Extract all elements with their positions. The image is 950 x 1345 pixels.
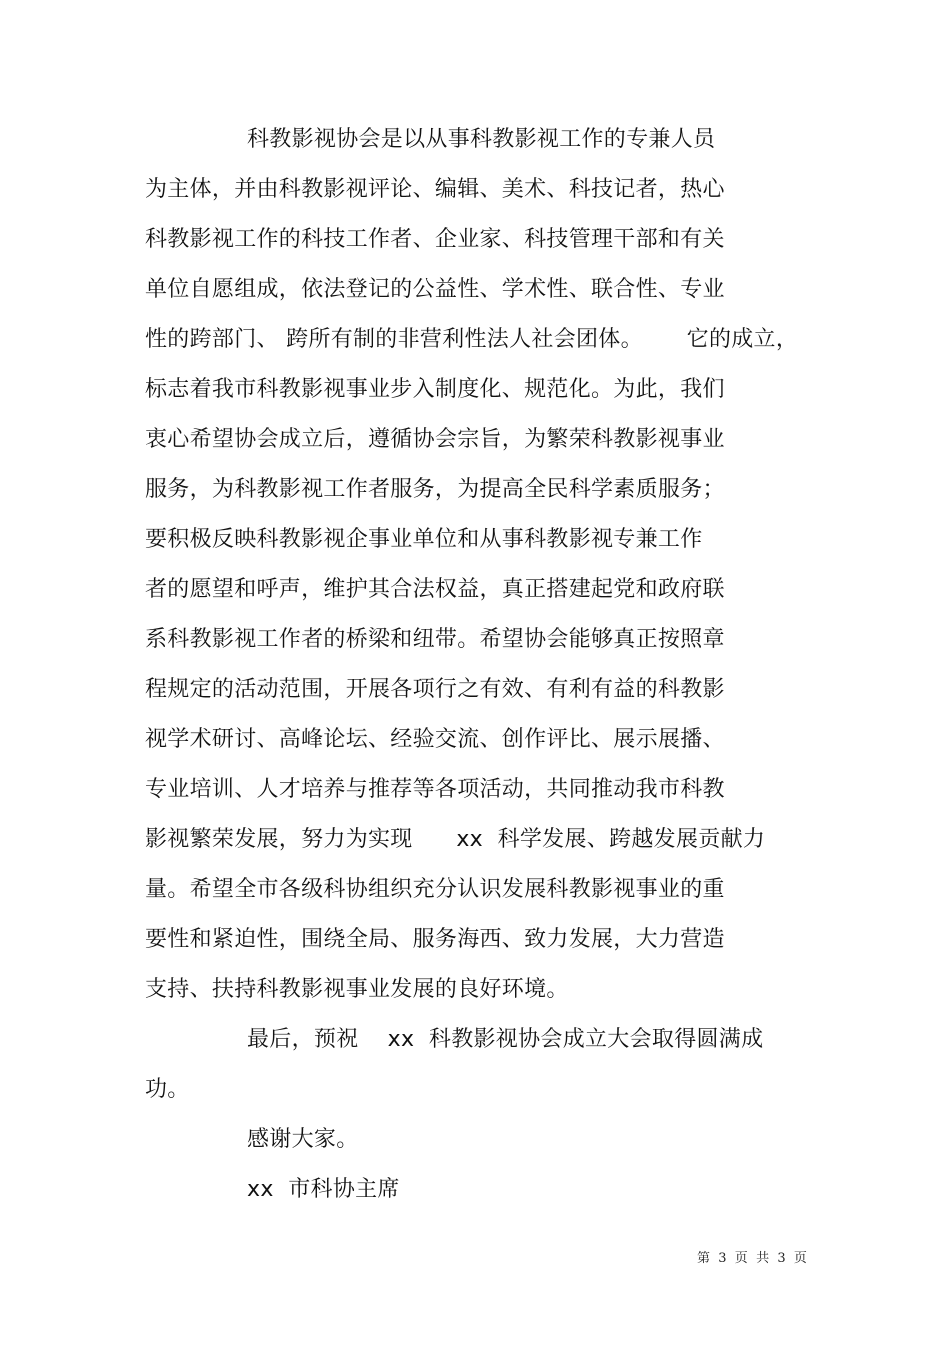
paragraph-line: 程规定的活动范围，开展各项行之有效、有利有益的科教影 [145,677,725,702]
paragraph-line: 功。 [145,1077,190,1102]
signature-line: xx 市科协主席 [247,1177,400,1202]
paragraph-line: 衷心希望协会成立后，遵循协会宗旨，为繁荣科教影视事业 [145,427,725,452]
paragraph-line: 科教影视工作的科技工作者、企业家、科技管理干部和有关 [145,227,725,252]
paragraph-line: 最后，预祝 xx 科教影视协会成立大会取得圆满成 [247,1027,764,1052]
paragraph-line: 系科教影视工作者的桥梁和纽带。希望协会能够真正按照章 [145,627,725,652]
paragraph-line: 支持、扶持科教影视事业发展的良好环境。 [145,977,569,1002]
paragraph-line: 性的跨部门、 跨所有制的非营利性法人社会团体。 它的成立， [145,327,799,352]
paragraph-line: 单位自愿组成，依法登记的公益性、学术性、联合性、专业 [145,277,725,302]
paragraph-line: 要性和紧迫性，围绕全局、服务海西、致力发展，大力营造 [145,927,725,952]
paragraph-line: 影视繁荣发展，努力为实现 xx 科学发展、跨越发展贡献力 [145,827,766,852]
paragraph-line: 标志着我市科教影视事业步入制度化、规范化。为此，我们 [145,377,725,402]
paragraph-line: 为主体，并由科教影视评论、编辑、美术、科技记者，热心 [145,177,725,202]
paragraph-line: 要积极反映科教影视企事业单位和从事科教影视专兼工作 [145,527,703,552]
page-number: 第 3 页 共 3 页 [697,1251,807,1266]
closing-thanks: 感谢大家。 [247,1127,359,1152]
paragraph-line: 视学术研讨、高峰论坛、经验交流、创作评比、展示展播、 [145,727,725,752]
paragraph-line: 者的愿望和呼声，维护其合法权益，真正搭建起党和政府联 [145,577,725,602]
paragraph-line: 专业培训、人才培养与推荐等各项活动，共同推动我市科教 [145,777,725,802]
paragraph-line: 服务，为科教影视工作者服务，为提高全民科学素质服务； [145,477,725,502]
paragraph-line: 量。希望全市各级科协组织充分认识发展科教影视事业的重 [145,877,725,902]
paragraph-line: 科教影视协会是以从事科教影视工作的专兼人员 [247,127,716,152]
